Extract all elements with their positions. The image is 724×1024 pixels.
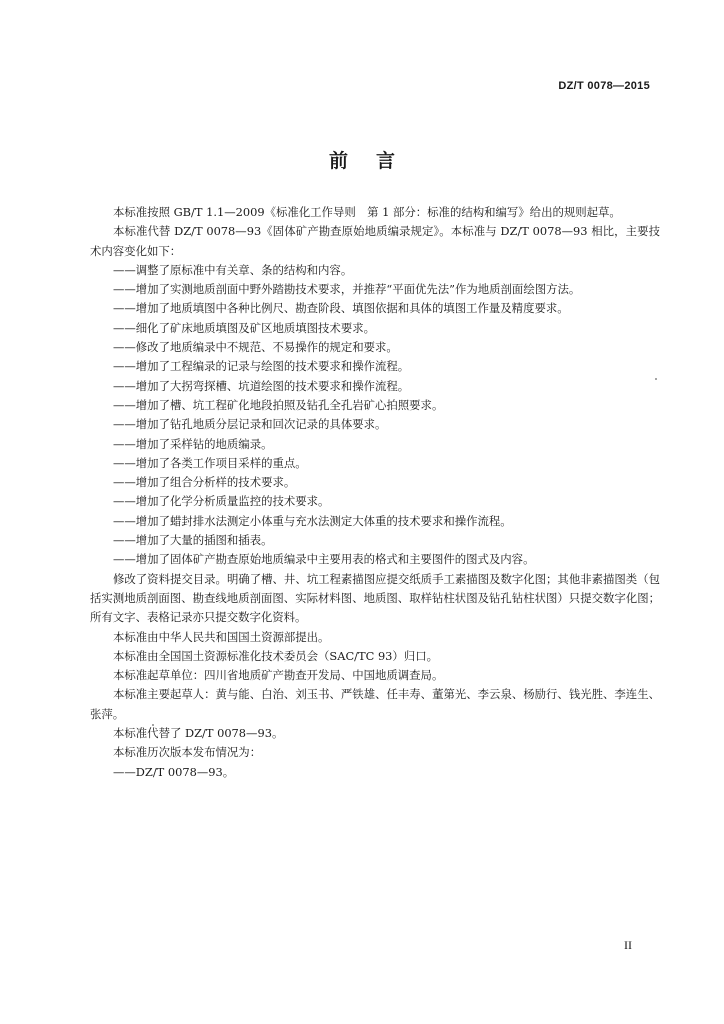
- page-title: 前言: [328, 150, 423, 172]
- list-item: ——增加了大量的插图和插表。: [113, 533, 273, 548]
- list-item: ——增加了蜡封排水法测定小体重与充水法测定大体重的技术要求和操作流程。: [113, 513, 512, 528]
- list-item: ——细化了矿床地质填图及矿区地质填图技术要求。: [113, 320, 375, 335]
- list-item: ——增加了实测地质剖面中野外踏勘技术要求，并推荐“平面优先法”作为地质剖面绘图方法。: [113, 282, 581, 297]
- list-item: ——增加了采样钻的地质编录。: [113, 436, 273, 451]
- list-item: ——增加了组合分析样的技术要求。: [113, 475, 296, 490]
- list-item: ——增加了各类工作项目采样的重点。: [113, 455, 307, 470]
- list-item-history: ——DZ/T 0078—93。: [113, 764, 235, 779]
- paragraph-replaced: 本标准代替了 DZ/T 0078—93。: [113, 726, 284, 741]
- list-item: ——增加了地质填图中各种比例尺、勘查阶段、填图依据和具体的填图工作量及精度要求。: [113, 301, 569, 316]
- document-body: [90, 203, 660, 782]
- paragraph-drafting-rules: 本标准按照 GB/T 1.1—2009《标准化工作导则 第 1 部分：标准的结构和编写》给出的规则起草。: [113, 205, 621, 219]
- list-item: ——增加了工程编录的记录与绘图的技术要求和操作流程。: [113, 359, 410, 374]
- list-item: ——增加了固体矿产勘查原始地质编录中主要用表的格式和主要图件的图式及内容。: [113, 552, 535, 567]
- paragraph-committee: 本标准由全国国土资源标准化技术委员会（SAC/TC 93）归口。: [113, 648, 438, 663]
- paragraph-history: 本标准历次版本发布情况为：: [113, 745, 262, 760]
- list-item: ——增加了化学分析质量监控的技术要求。: [113, 494, 330, 509]
- scan-speck: [152, 724, 154, 726]
- paragraph-drafters: 本标准主要起草人：黄与能、白治、刘玉书、严铁雄、任丰寿、董第光、李云泉、杨励行、钱光胜、李连生、张萍。: [90, 687, 660, 721]
- paragraph-drafting-units: 本标准起草单位：四川省地质矿产勘查开发局、中国地质调查局。: [113, 668, 444, 683]
- changes-list: [90, 261, 660, 570]
- paragraph-submission: 修改了资料提交目录。明确了槽、井、坑工程素描图应提交纸质手工素描图及数字化图；其他非素描图类（包括实测地质剖面图、勘查线地质剖面图、实际材料图、地质图、取样钻柱状图及钻孔钻柱状图）只提交数字化图；所有文字、表格记录亦只提交数字化资料。: [90, 571, 660, 625]
- list-item: ——增加了槽、坑工程矿化地段拍照及钻孔全孔岩矿心拍照要求。: [113, 397, 444, 412]
- scan-speck: [655, 378, 657, 380]
- list-item: ——增加了大拐弯探槽、坑道绘图的技术要求和操作流程。: [113, 378, 410, 393]
- list-item: ——修改了地质编录中不规范、不易操作的规定和要求。: [113, 340, 398, 355]
- list-item: ——增加了钻孔地质分层记录和回次记录的具体要求。: [113, 417, 387, 432]
- paragraph-proposer: 本标准由中华人民共和国国土资源部提出。: [113, 629, 330, 644]
- paragraph-replaces: 本标准代替 DZ/T 0078—93《固体矿产勘查原始地质编录规定》。本标准与 DZ/T 0078—93 相比，主要技术内容变化如下：: [90, 224, 660, 258]
- page-number: II: [624, 938, 632, 952]
- standard-code-header: DZ/T 0078—2015: [558, 80, 650, 92]
- list-item: ——调整了原标准中有关章、条的结构和内容。: [113, 262, 353, 277]
